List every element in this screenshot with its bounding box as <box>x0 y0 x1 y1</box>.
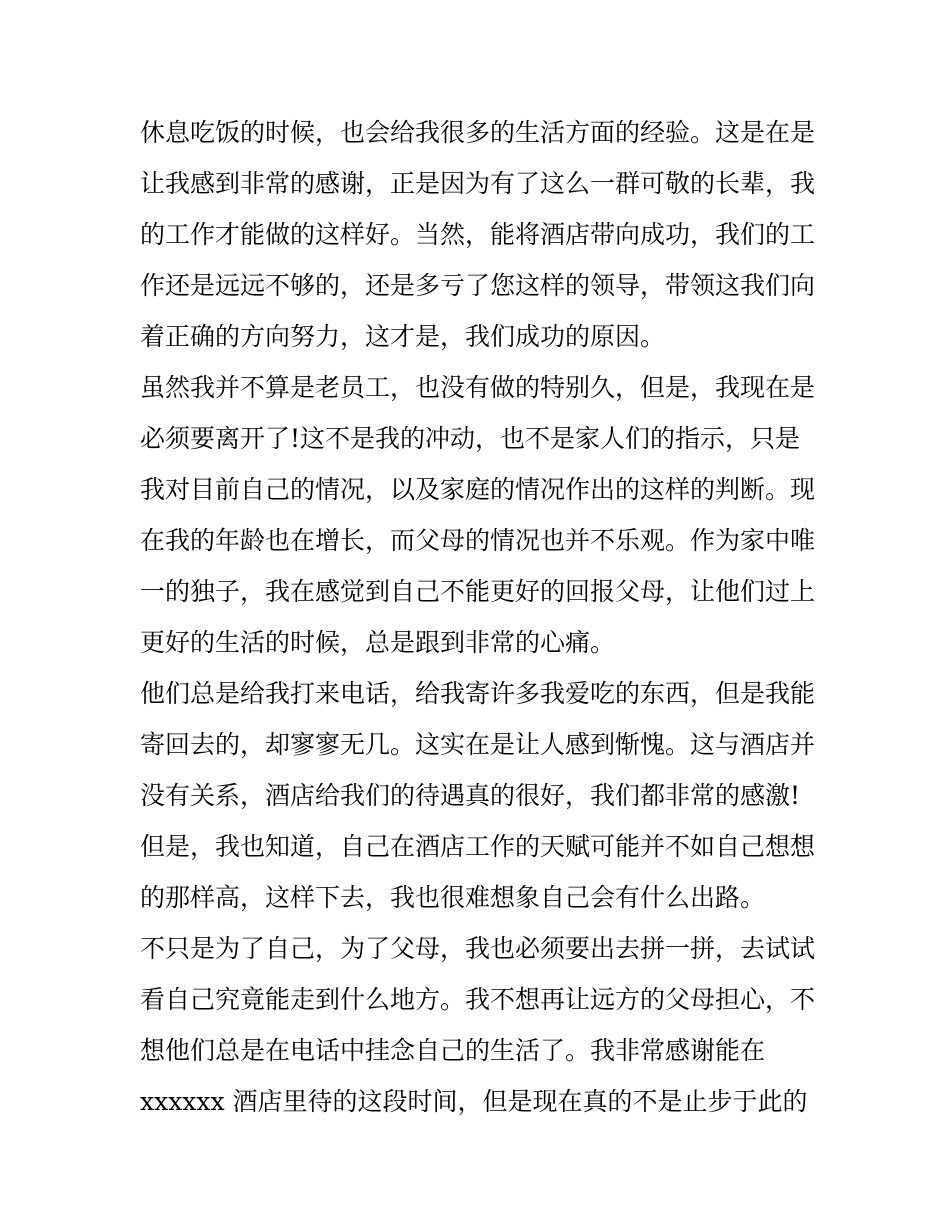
text-line: 的工作才能做的这样好。当然，能将酒店带向成功，我们的工 <box>140 220 816 249</box>
text-line: 但是，我也知道，自己在酒店工作的天赋可能并不如自己想想 <box>140 832 816 861</box>
text-line: 不只是为了自己，为了父母，我也必须要出去拼一拼，去试试 <box>140 934 816 963</box>
text-line: 着正确的方向努力，这才是，我们成功的原因。 <box>140 322 666 351</box>
letter-body <box>140 107 820 1127</box>
text-line: 休息吃饭的时候，也会给我很多的生活方面的经验。这是在是 <box>140 118 816 147</box>
text-line: 他们总是给我打来电话，给我寄许多我爱吃的东西，但是我能 <box>140 679 816 708</box>
text-line: 在我的年龄也在增长，而父母的情况也并不乐观。作为家中唯 <box>140 526 816 555</box>
text-line: 更好的生活的时候，总是跟到非常的心痛。 <box>140 628 616 657</box>
text-line: 必须要离开了!这不是我的冲动，也不是家人们的指示，只是 <box>140 424 801 453</box>
text-line: 寄回去的，却寥寥无几。这实在是让人感到惭愧。这与酒店并 <box>140 730 816 759</box>
text-line: 一的独子，我在感觉到自己不能更好的回报父母，让他们过上 <box>140 577 816 606</box>
text-line: 我对目前自己的情况，以及家庭的情况作出的这样的判断。现 <box>140 475 816 504</box>
text-line: 想他们总是在电话中挂念自己的生活了。我非常感谢能在 <box>140 1036 766 1065</box>
text-line: 看自己究竟能走到什么地方。我不想再让远方的父母担心，不 <box>140 985 816 1014</box>
text-line: xxxxxx 酒店里待的这段时间，但是现在真的不是止步于此的 <box>140 1087 808 1116</box>
text-line: 作还是远远不够的，还是多亏了您这样的领导，带领这我们向 <box>140 271 816 300</box>
text-line: 让我感到非常的感谢，正是因为有了这么一群可敬的长辈，我 <box>140 169 816 198</box>
text-line: 没有关系，酒店给我们的待遇真的很好，我们都非常的感激! <box>140 781 801 810</box>
text-line: 的那样高，这样下去，我也很难想象自己会有什么出路。 <box>140 883 766 912</box>
text-line: 虽然我并不算是老员工，也没有做的特别久，但是，我现在是 <box>140 373 816 402</box>
